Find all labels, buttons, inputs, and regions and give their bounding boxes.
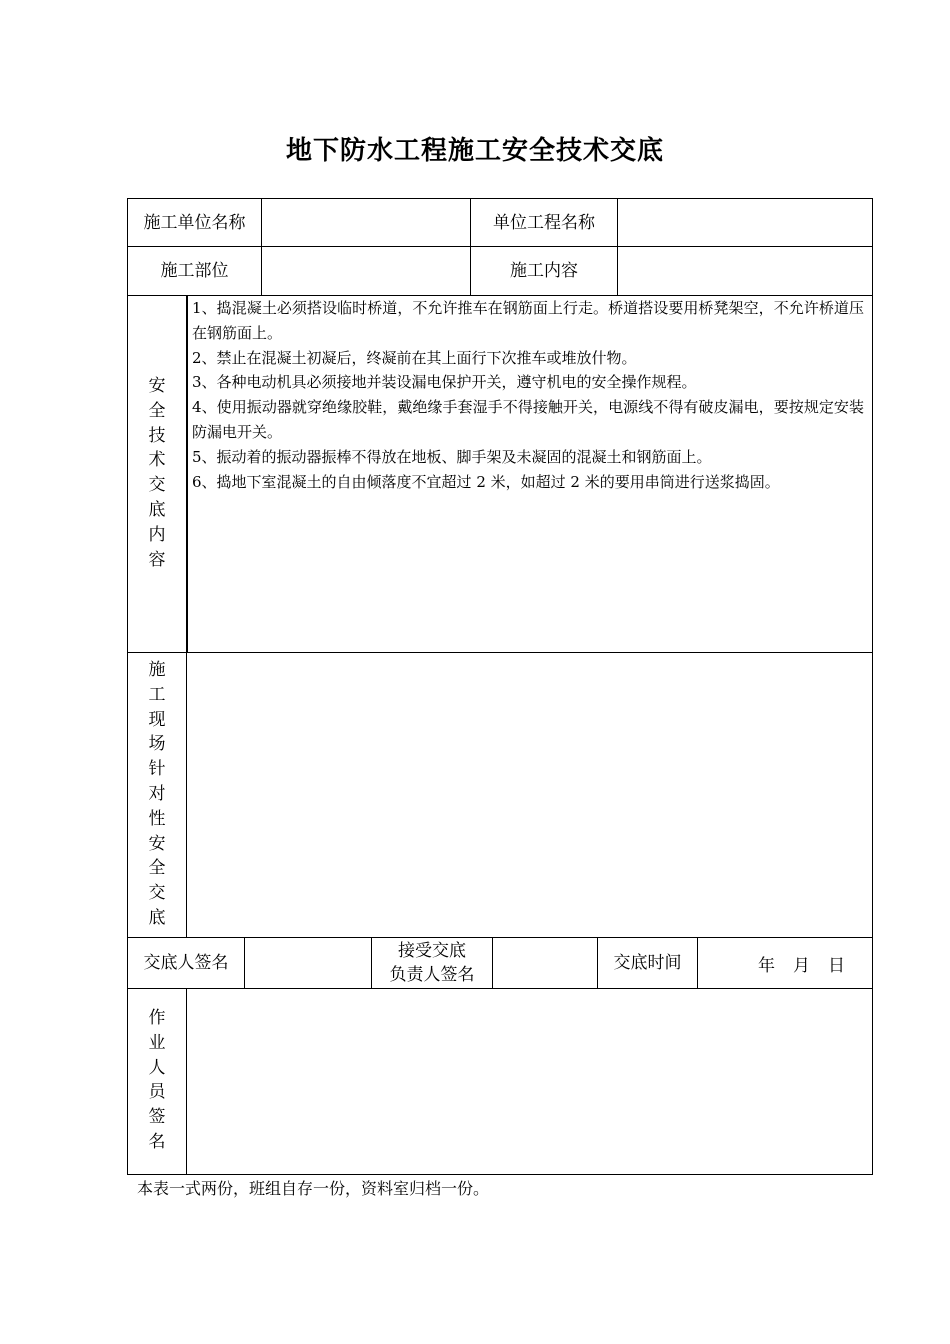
construction-unit-field[interactable] — [262, 199, 470, 246]
safety-items — [192, 296, 864, 494]
document-title: 地下防水工程施工安全技术交底 — [285, 136, 664, 166]
receiver-label-line1: 接受交底 — [398, 941, 466, 961]
day-label: 日 — [828, 955, 845, 976]
site-section-label: 施工现场针对性安全交底 — [148, 660, 166, 928]
month-label: 月 — [793, 955, 810, 976]
safety-item: 4、使用振动器就穿绝缘胶鞋，戴绝缘手套湿手不得接触开关，电源线不得有破皮漏电，要按规定安装防漏电开关。 — [192, 398, 864, 441]
handover-date-field[interactable] — [698, 938, 873, 988]
construction-content-label: 施工内容 — [510, 261, 578, 281]
workers-section-label: 作业人员签名 — [148, 1008, 166, 1152]
presenter-signature-label: 交底人签名 — [143, 953, 229, 973]
construction-unit-label: 施工单位名称 — [143, 212, 246, 233]
safety-item: 2、禁止在混凝土初凝后，终凝前在其上面行下次推车或堆放什物。 — [192, 348, 637, 367]
safety-item: 3、各种电动机具必须接地并装设漏电保护开关，遵守机电的安全操作规程。 — [192, 373, 697, 392]
year-label: 年 — [758, 955, 775, 976]
col-divider — [186, 652, 187, 938]
safety-section-label: 安全技术交底内容 — [148, 376, 166, 570]
construction-content-field[interactable] — [618, 247, 872, 295]
workers-signature-field[interactable] — [188, 989, 872, 1174]
col-divider — [186, 295, 188, 653]
receiver-signature-label — [372, 938, 492, 988]
unit-project-field[interactable] — [618, 199, 872, 246]
safety-item: 1、捣混凝土必须搭设临时桥道，不允许推车在钢筋面上行走。桥道搭设要用桥凳架空，不允许桥道压在钢筋面上。 — [192, 299, 864, 342]
receiver-label-line2: 负责人签名 — [389, 965, 475, 985]
handover-time-label: 交底时间 — [613, 953, 682, 973]
presenter-signature-field[interactable] — [245, 938, 371, 988]
safety-item: 6、捣地下室混凝土的自由倾落度不宜超过 2 米，如超过 2 米的要用串筒进行送浆捣固。 — [192, 472, 780, 491]
construction-part-field[interactable] — [262, 247, 470, 295]
unit-project-label: 单位工程名称 — [493, 212, 595, 233]
site-section-field[interactable] — [188, 653, 872, 937]
receiver-signature-field[interactable] — [493, 938, 597, 988]
construction-part-label: 施工部位 — [160, 261, 229, 281]
safety-item: 5、振动着的振动器振棒不得放在地板、脚手架及未凝固的混凝土和钢筋面上。 — [192, 447, 712, 466]
col-divider — [186, 988, 187, 1175]
footer-note: 本表一式两份，班组自存一份，资料室归档一份。 — [137, 1179, 490, 1198]
